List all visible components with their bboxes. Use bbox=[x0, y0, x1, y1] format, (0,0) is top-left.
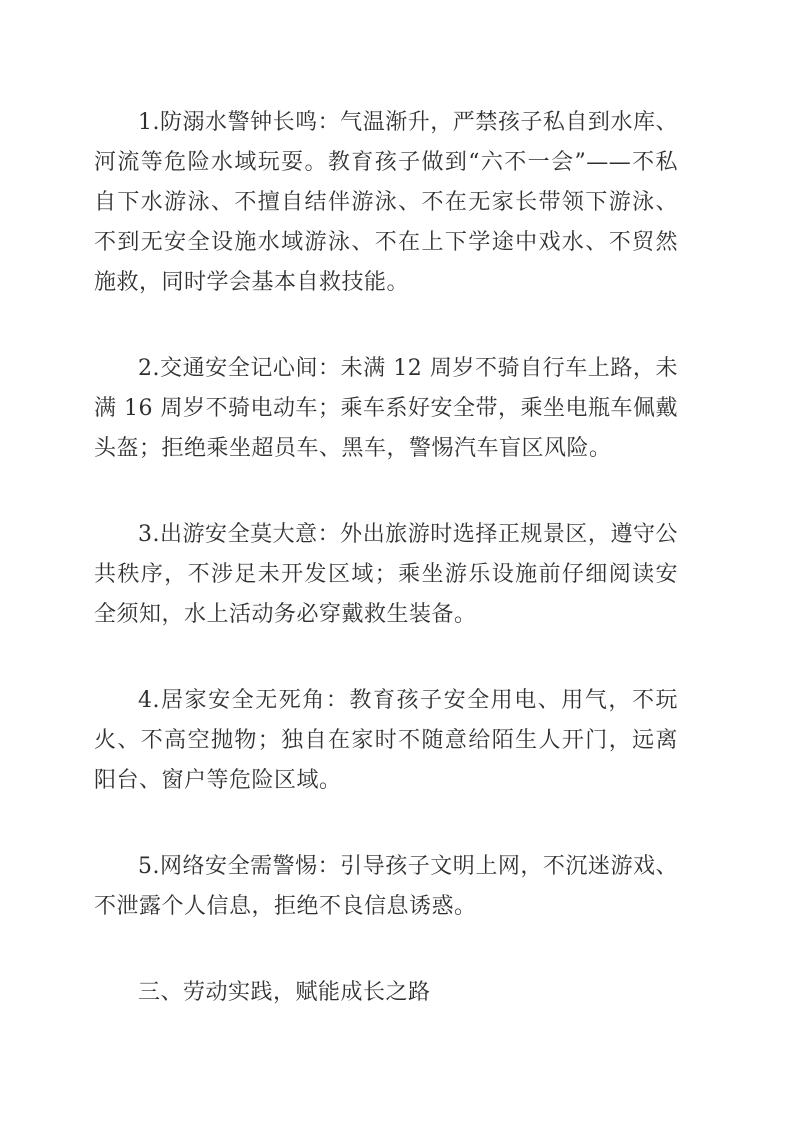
paragraph-travel-safety: 3.出游安全莫大意：外出旅游时选择正规景区，遵守公共秩序，不涉足未开发区域；乘坐游乐设施前仔细阅读安全须知，水上活动务必穿戴救生装备。 bbox=[94, 522, 678, 627]
paragraph-drowning-safety: 1.防溺水警钟长鸣：气温渐升，严禁孩子私自到水库、河流等危险水域玩耍。教育孩子做到“六不一会”——不私自下水游泳、不擅自结伴游泳、不在无家长带领下游泳、不到无安全设施水域游泳、不在上下学途中戏水、不贸然施救，同时学会基本自救技能。 bbox=[94, 110, 678, 295]
paragraph-internet-safety: 5.网络安全需警惕：引导孩子文明上网，不沉迷游戏、不泄露个人信息，拒绝不良信息诱惑。 bbox=[94, 854, 678, 919]
section-heading-labor-practice: 三、劳动实践，赋能成长之路 bbox=[138, 980, 431, 1005]
paragraph-traffic-safety: 2.交通安全记心间：未满 12 周岁不骑自行车上路，未满 16 周岁不骑电动车；乘车系好安全带，乘坐电瓶车佩戴头盔；拒绝乘坐超员车、黑车，警惕汽车盲区风险。 bbox=[94, 356, 678, 461]
paragraph-home-safety: 4.居家安全无死角：教育孩子安全用电、用气，不玩火、不高空抛物；独自在家时不随意给陌生人开门，远离阳台、窗户等危险区域。 bbox=[94, 688, 678, 793]
